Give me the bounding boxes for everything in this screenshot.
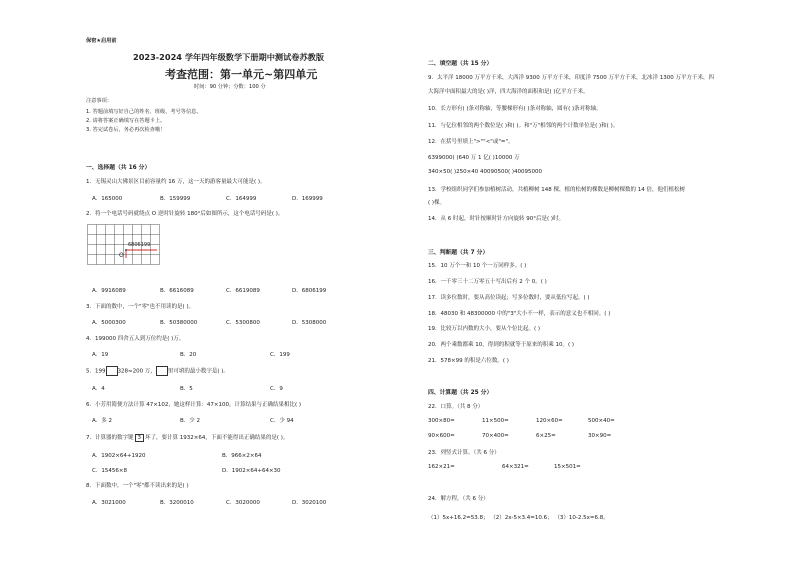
equation-items: （1）5x+16.2=53.8； （2）2x-5×3.4=10.6； （3）10-2.5x=6.8。 bbox=[428, 515, 609, 521]
question-2: 2．将一个电话号码就绕点 O 逆时针旋转 180°后如图所示，这个电话号码是( )。 bbox=[86, 211, 284, 217]
option: C．9 bbox=[270, 386, 283, 392]
q5-prefix: 5．199 bbox=[86, 368, 106, 375]
question-4: 4．199000 四舍五入到万位约是( )万。 bbox=[86, 336, 185, 342]
oral-calc-item: 11×500= bbox=[482, 418, 509, 424]
exam-title: 2023-2024 学年四年级数学下册期中测试卷苏教版 bbox=[133, 52, 325, 62]
option: C．6619089 bbox=[226, 288, 260, 294]
option: C．5300800 bbox=[226, 320, 260, 326]
oral-calc-item: 70×400= bbox=[482, 433, 509, 439]
option: C．少 94 bbox=[270, 418, 294, 424]
option: B．6616089 bbox=[160, 288, 194, 294]
question-7 bbox=[86, 433, 288, 442]
digit-box bbox=[156, 366, 168, 376]
option: A．4 bbox=[92, 386, 105, 392]
option: A．5000300 bbox=[92, 320, 126, 326]
q7-prefix: 7．计算器的数字键 bbox=[86, 435, 134, 441]
question-8: 8．下面数中，一个"零"都不读出来的是( ) bbox=[86, 483, 189, 489]
grid-svg bbox=[87, 224, 167, 268]
calc-22-heading: 22．口算。（共 8 分） bbox=[428, 404, 484, 410]
vertical-calc-item: 64×321= bbox=[502, 464, 529, 470]
calc-23-heading: 23．列竖式计算。（共 6 分） bbox=[428, 450, 500, 456]
option: B．50380000 bbox=[160, 320, 198, 326]
judge-19: 19．比较万以内数的大小，要从个位比起。( ) bbox=[428, 326, 541, 332]
section-judge-heading: 三、判断题（共 7 分） bbox=[428, 250, 489, 256]
option: C．164999 bbox=[226, 196, 257, 202]
option: A．1902×64+1920 bbox=[92, 453, 146, 459]
question-12-line2: 340×50( )250×40 40090500( )40095000 bbox=[428, 169, 543, 175]
note-item: 1. 答题前填写好自己的姓名、班级、考号等信息。 bbox=[86, 109, 202, 115]
calc-24-heading: 24．解方程。（共 6 分） bbox=[428, 496, 489, 502]
note-item: 2. 请将答案正确填写在答题卡上。 bbox=[86, 118, 166, 124]
option: C．15456×8 bbox=[92, 468, 127, 474]
question-13-line2: ( )棵。 bbox=[428, 200, 446, 206]
option: B．20 bbox=[180, 352, 197, 358]
option: D．169999 bbox=[292, 196, 323, 202]
calculator-key: 3 bbox=[135, 434, 145, 442]
option: A．3021000 bbox=[92, 500, 126, 506]
option: A．9916089 bbox=[92, 288, 126, 294]
judge-15: 15．10 万个一和 10 个一万同样多。( ) bbox=[428, 263, 527, 269]
question-10: 10．长方形有( )条对称轴，等腰梯形有( )条对称轴，圆有( )条对称轴。 bbox=[428, 106, 602, 112]
oral-calc-item: 500×40= bbox=[588, 418, 615, 424]
section-choice-heading: 一、选择题（共 16 分） bbox=[86, 165, 151, 171]
judge-20: 20．两个乘数都乘 10，得到的积就等于原来的积乘 10。( ) bbox=[428, 342, 575, 348]
option: B．3200010 bbox=[160, 500, 194, 506]
q5-middle: 328≈200 万， bbox=[117, 368, 156, 375]
exam-subtitle: 考查范围：第一单元~第四单元 bbox=[165, 68, 318, 81]
vertical-calc-item: 15×501= bbox=[554, 464, 581, 470]
option: A．多 2 bbox=[92, 418, 113, 424]
judge-16: 16．一千零三十二万零五十写出后有 2 个 0。( ) bbox=[428, 279, 547, 285]
question-11: 11．与亿位相邻的两个数位是( )和( )。和"万"相邻的两个计数单位是( )和( )。 bbox=[428, 123, 619, 129]
figure-point-label: O bbox=[119, 252, 124, 259]
judge-21: 21．578×99 的积是六位数。( ) bbox=[428, 358, 509, 364]
section-fill-heading: 二、填空题（共 15 分） bbox=[428, 61, 493, 67]
question-1: 1．无锡灵山大佛景区目前容量约 16 万，这一天的游客量最大可能是( )。 bbox=[86, 179, 266, 185]
oral-calc-item: 90×600= bbox=[428, 433, 455, 439]
q5-suffix: 里可填的最小数字是( )。 bbox=[167, 368, 229, 375]
option: A．19 bbox=[92, 352, 109, 358]
question-12: 12．在括号里填上">""<"或"="。 bbox=[428, 139, 514, 145]
question-12-line1: 6399000( )640 万 1 亿( )10000 万 bbox=[428, 155, 520, 161]
option: D．1902×64+64×30 bbox=[222, 468, 281, 474]
oral-calc-item: 300×80= bbox=[428, 418, 455, 424]
oral-calc-item: 120×60= bbox=[536, 418, 563, 424]
judge-17: 17．读多位数时，要从高位读起；写多位数时，要从低位写起。( ) bbox=[428, 295, 590, 301]
rotation-point bbox=[125, 249, 127, 251]
vertical-calc-item: 162×21= bbox=[428, 464, 455, 470]
option: D．3020100 bbox=[292, 500, 327, 506]
question-9-line2: 大海洋中面积最大的是( )洋，四大海洋的面积和是( )亿平方千米。 bbox=[428, 89, 589, 95]
question-9: 9．太平洋 18000 万平方千米，大西洋 9300 万平方千米，印度洋 7500 万平方千米，北冰洋 1300 万平方千米，四 bbox=[428, 75, 714, 81]
option: D．5308000 bbox=[292, 320, 327, 326]
option: C．3020000 bbox=[226, 500, 260, 506]
oral-calc-item: 30×90= bbox=[588, 433, 612, 439]
option: D．6806199 bbox=[292, 288, 327, 294]
question-3: 3．下面的数中，一个"零"也不用读的是( )。 bbox=[86, 304, 195, 310]
option: B．966×2×64 bbox=[222, 453, 262, 459]
section-calc-heading: 四、计算题（共 25 分） bbox=[428, 390, 493, 396]
q7-suffix: 坏了，要计算 1932×64，下面不能得出正确结果的是( )。 bbox=[145, 435, 289, 441]
question-5 bbox=[86, 366, 229, 376]
rotation-grid-figure bbox=[87, 224, 167, 272]
exam-time: 时间：90 分钟；分数：100 分 bbox=[194, 84, 266, 90]
option: B．少 2 bbox=[180, 418, 201, 424]
confidential-mark: 保密★启用前 bbox=[86, 38, 117, 44]
option: B．5 bbox=[180, 386, 193, 392]
question-6: 6．小芳用简便方法计算 47×102，她这样计算：47×100，计算结果与正确结果相比( ) bbox=[86, 402, 301, 408]
question-13: 13．学校组织同学们参加植树活动，共植柳树 148 棵，植的松树的棵数是柳树棵数的 14 倍，他们植松树 bbox=[428, 187, 685, 193]
option: C．199 bbox=[270, 352, 290, 358]
oral-calc-item: 6×25= bbox=[536, 433, 556, 439]
note-item: 3. 答完试卷后，务必再次检查哦！ bbox=[86, 127, 166, 133]
option: A．165000 bbox=[92, 196, 123, 202]
figure-number-label: 6806199 bbox=[128, 242, 151, 248]
judge-18: 18．48030 和 48300000 中的"3"大小不一样，表示的意义也不相同。( ) bbox=[428, 311, 611, 317]
question-14: 14．从 6 时起，时针按顺时针方向旋转 90°后是( )时。 bbox=[428, 216, 565, 222]
notes-heading: 注意事项： bbox=[86, 98, 112, 104]
option: B．159999 bbox=[160, 196, 191, 202]
digit-box bbox=[106, 366, 118, 376]
